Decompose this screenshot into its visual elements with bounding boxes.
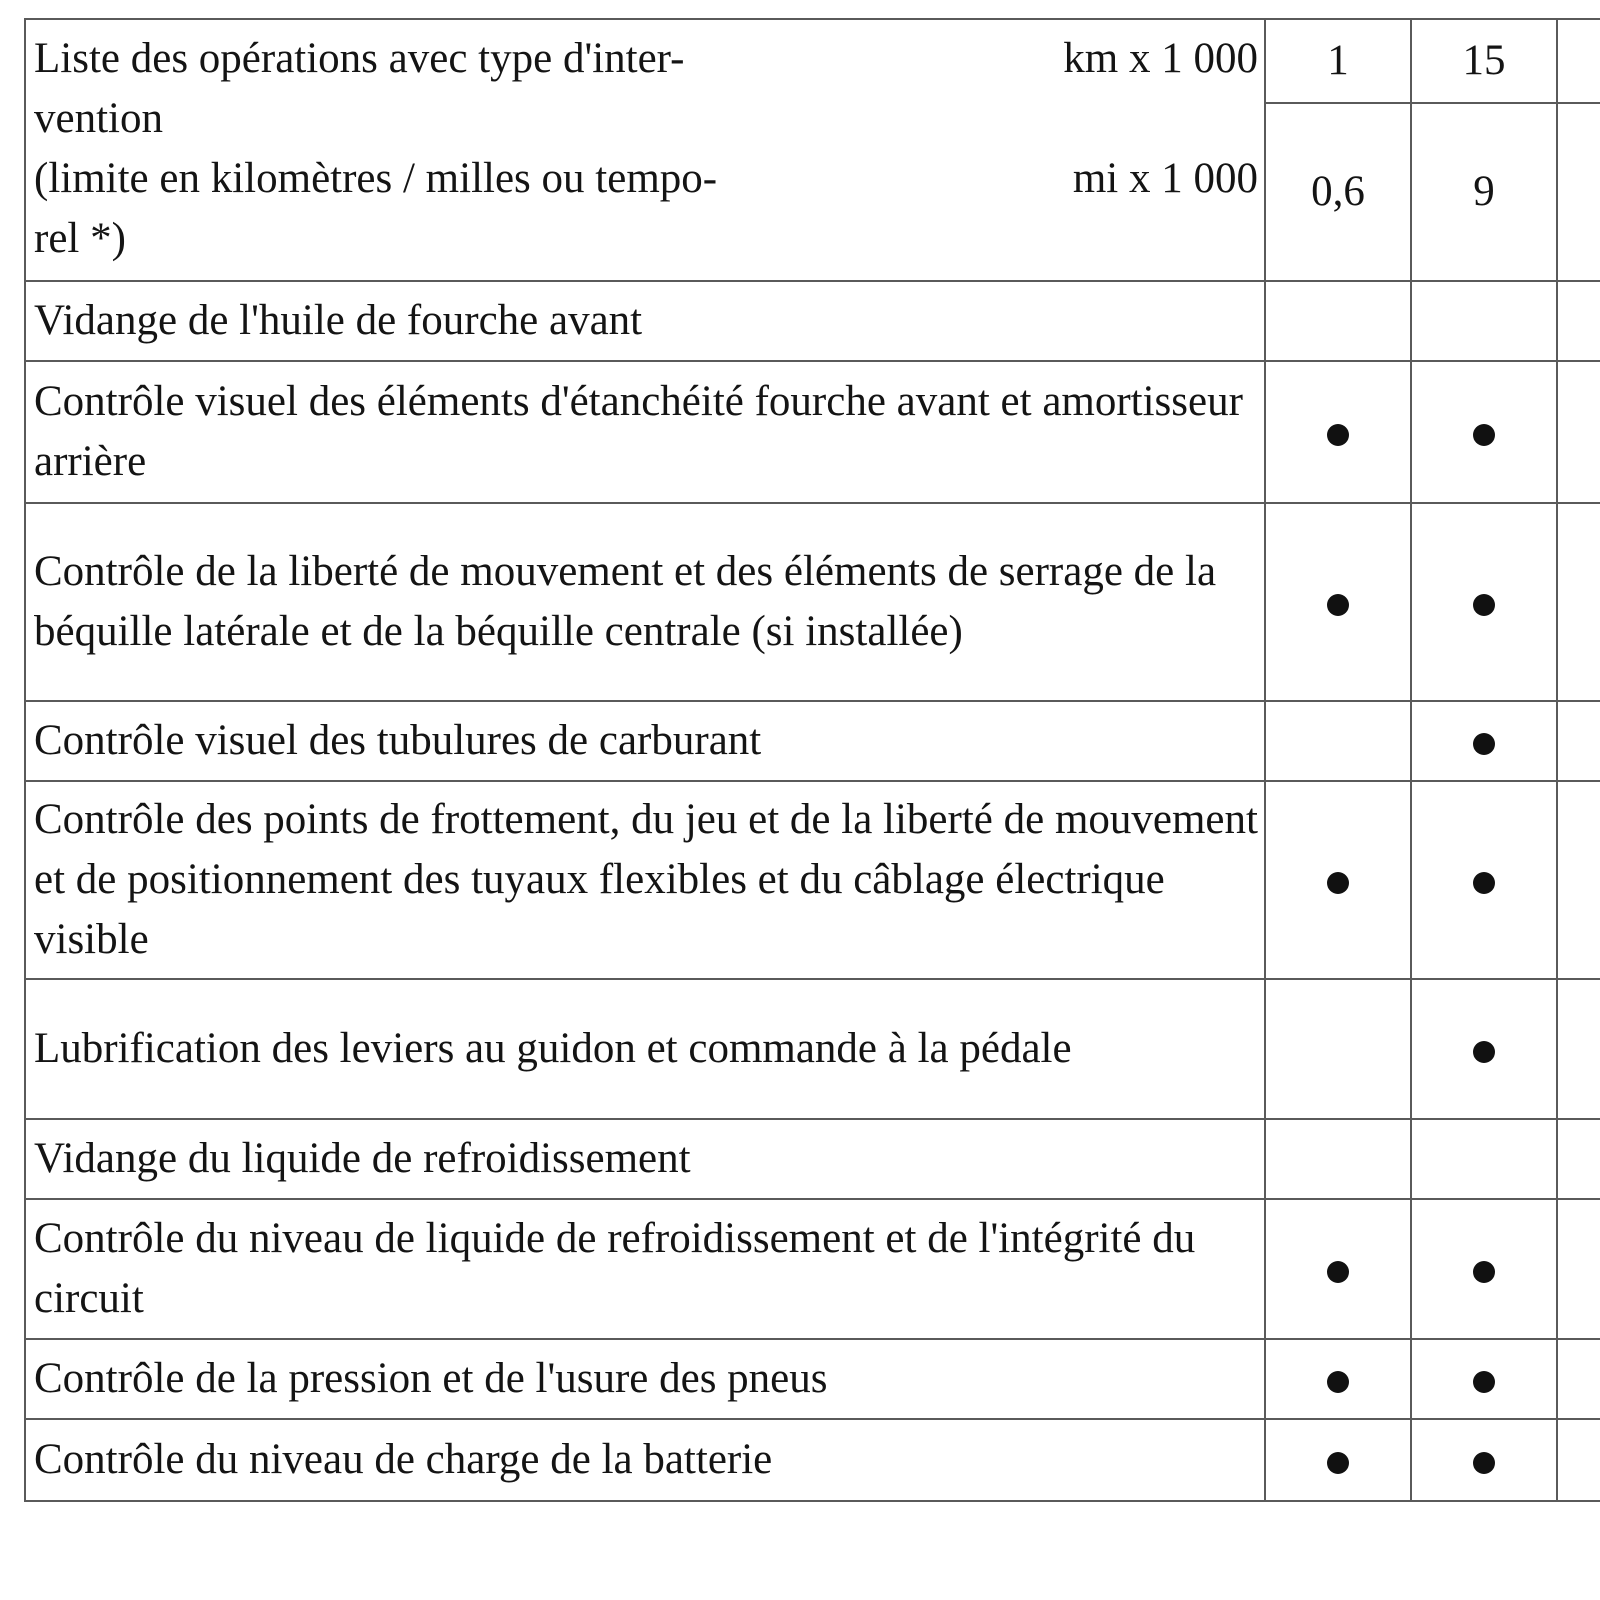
operation-label: Vidange du liquide de refroidissement [25,1119,1265,1199]
interval-cell-col2 [1411,361,1557,503]
interval-cell-col2 [1411,1199,1557,1339]
table-row [25,281,1600,361]
interval-cell-col3 [1557,1199,1600,1339]
operation-label: Vidange de l'huile de fourche avant [25,281,1265,361]
interval-cell-col1 [1265,503,1411,701]
bullet-icon [1327,1261,1349,1283]
bullet-icon [1473,424,1495,446]
operation-label: Contrôle du niveau de liquide de refroidissement et de l'intégrité du circuit [25,1199,1265,1339]
table-row [25,503,1600,701]
interval-cell-col2 [1411,781,1557,979]
table-row [25,1419,1600,1501]
interval-cell-col1 [1265,1419,1411,1501]
km-value-col2: 15 [1411,19,1557,103]
header-line-2: vention [34,95,163,142]
mi-value-col1: 0,6 [1265,103,1411,281]
header-line-1: Liste des opérations avec type d'inter- [34,35,685,82]
mi-value-col3 [1557,103,1600,281]
interval-cell-col3 [1557,781,1600,979]
interval-cell-col1 [1265,979,1411,1119]
bullet-icon [1473,872,1495,894]
interval-cell-col3 [1557,1119,1600,1199]
operation-label: Contrôle visuel des tubulures de carburant [25,701,1265,781]
km-unit-label: km x 1 000 [1063,35,1258,82]
interval-cell-col1 [1265,361,1411,503]
header-line-4: rel *) [34,215,126,262]
interval-cell-col3 [1557,361,1600,503]
bullet-icon [1473,1371,1495,1393]
header-row-km [25,19,1600,103]
interval-cell-col1 [1265,1119,1411,1199]
operation-label: Contrôle de la liberté de mouvement et des éléments de serrage de la béquille latérale et de la béquille centrale (si installée) [25,503,1265,701]
interval-cell-col1 [1265,781,1411,979]
bullet-icon [1473,1261,1495,1283]
operation-label: Contrôle de la pression et de l'usure des pneus [25,1339,1265,1419]
operation-label: Contrôle des points de frottement, du jeu et de la liberté de mouvement et de positionnement des tuyaux flexibles et du câblage électrique visible [25,781,1265,979]
operation-label: Lubrification des leviers au guidon et commande à la pédale [25,979,1265,1119]
interval-cell-col3 [1557,1339,1600,1419]
interval-cell-col2 [1411,1119,1557,1199]
bullet-icon [1327,594,1349,616]
operation-label: Contrôle visuel des éléments d'étanchéité fourche avant et amortisseur arrière [25,361,1265,503]
interval-cell-col2 [1411,1339,1557,1419]
interval-cell-col1 [1265,1339,1411,1419]
table-row [25,361,1600,503]
bullet-icon [1327,872,1349,894]
bullet-icon [1473,1041,1495,1063]
mi-value-col2: 9 [1411,103,1557,281]
bullet-icon [1327,1371,1349,1393]
km-value-col1: 1 [1265,19,1411,103]
interval-cell-col2 [1411,281,1557,361]
bullet-icon [1327,1452,1349,1474]
interval-cell-col1 [1265,701,1411,781]
interval-cell-col2 [1411,1419,1557,1501]
interval-cell-col3 [1557,503,1600,701]
header-line-3: (limite en kilomètres / milles ou tempo- [34,155,718,202]
interval-cell-col3 [1557,701,1600,781]
interval-cell-col2 [1411,701,1557,781]
interval-cell-col3 [1557,1419,1600,1501]
interval-cell-col1 [1265,281,1411,361]
operation-label: Contrôle du niveau de charge de la batterie [25,1419,1265,1501]
interval-cell-col3 [1557,281,1600,361]
maintenance-table [24,18,1600,1502]
km-value-col3 [1557,19,1600,103]
table-row [25,781,1600,979]
interval-cell-col3 [1557,979,1600,1119]
interval-cell-col2 [1411,503,1557,701]
mi-unit-label: mi x 1 000 [1072,155,1258,202]
bullet-icon [1473,733,1495,755]
header-operations-cell [25,19,1265,281]
table-row [25,979,1600,1119]
table-row [25,1339,1600,1419]
table-row [25,1199,1600,1339]
table-row [25,1119,1600,1199]
bullet-icon [1327,424,1349,446]
bullet-icon [1473,1452,1495,1474]
interval-cell-col2 [1411,979,1557,1119]
bullet-icon [1473,594,1495,616]
interval-cell-col1 [1265,1199,1411,1339]
table-row [25,701,1600,781]
